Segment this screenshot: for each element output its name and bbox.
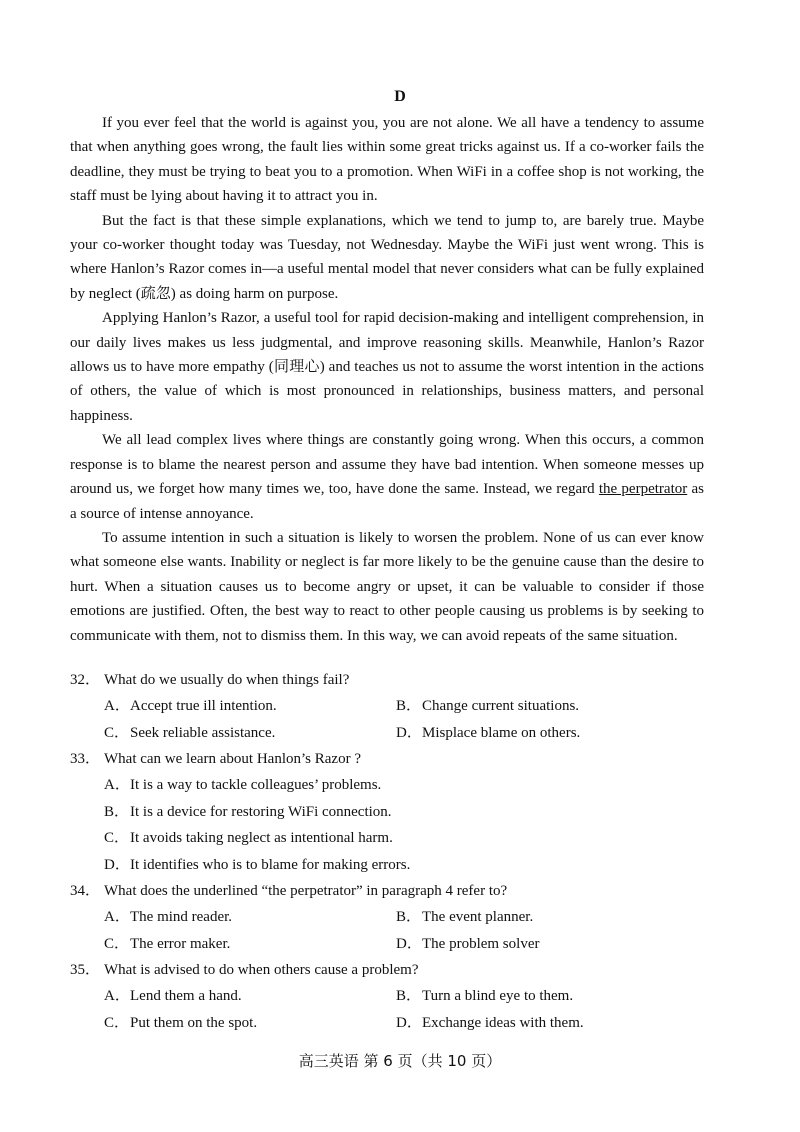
option-text: The event planner. (422, 909, 534, 925)
option-text: It is a device for restoring WiFi connection. (130, 803, 392, 820)
option-letter: C． (104, 935, 130, 952)
paragraph-5: To assume intention in such a situation is likely to worsen the problem. None of us can ever know what someone else wants. Inability or neglect is far more likely to be the genuine cause than the desire to hurt. When a situation causes us to become angry or upset, it can be valuable to consider if those emotions are justified. Often, the best way to react to other people causing us problems is by seeking to communicate with them, not to dismiss them. In this way, we can avoid repeats of the same situation. (70, 529, 704, 644)
option-letter: D． (104, 856, 130, 873)
question-number: 34． (70, 883, 101, 899)
option-c[interactable] (104, 1010, 396, 1037)
option-letter: A． (104, 988, 130, 1004)
option-a[interactable] (104, 904, 396, 931)
option-c[interactable] (70, 825, 704, 852)
option-c[interactable] (104, 720, 396, 747)
option-text: Put them on the spot. (130, 1014, 258, 1031)
paragraph-4-after: as a source of intense annoyance. (70, 481, 704, 522)
option-text: Lend them a hand. (130, 988, 242, 1004)
option-d[interactable] (70, 852, 704, 879)
option-b[interactable] (396, 983, 688, 1010)
option-text: Accept true ill intention. (130, 698, 277, 714)
question-34 (70, 878, 704, 957)
option-letter: A． (104, 698, 130, 714)
option-d[interactable] (396, 1010, 688, 1037)
option-letter: C． (104, 1014, 130, 1031)
option-letter: D． (396, 724, 422, 741)
question-stem (70, 878, 704, 904)
option-a[interactable] (70, 772, 704, 799)
option-c[interactable] (104, 931, 396, 958)
paragraph-4-before: We all lead complex lives where things are constantly going wrong. When this occurs, a common response is to blame the nearest person and assume they have bad intention. When someone messes up around us, we forget how many times we, too, have done the same. Instead, we regard (70, 432, 704, 498)
paragraph-1: If you ever feel that the world is against you, you are not alone. We all have a tendency to assume that when anything goes wrong, the fault lies within some great tricks against us. If a co-worker fails the deadline, they must be trying to beat you to a promotion. When WiFi in a coffee shop is not working, the staff must be lying about having it to attract you in. (70, 115, 704, 205)
question-stem (70, 746, 704, 772)
question-35 (70, 957, 704, 1036)
question-list (70, 667, 704, 1036)
option-letter: B． (396, 698, 422, 714)
option-b[interactable] (70, 799, 704, 826)
paragraph-3: Applying Hanlon’s Razor, a useful tool for rapid decision-making and intelligent comprehension, in our daily lives makes us less judgmental, and improve reasoning skills. Meanwhile, Hanlon’s Razor allows us to have more empathy (同理心) and teaches us not to assume the worst intention in the actions of others, the value of which is most pronounced in relationships, business matters, and personal happiness. (70, 310, 704, 424)
option-text: Turn a blind eye to them. (422, 988, 574, 1004)
option-text: Seek reliable assistance. (130, 724, 276, 741)
option-d[interactable] (396, 720, 688, 747)
underlined-phrase: the perpetrator (598, 481, 688, 498)
option-letter: A． (104, 909, 130, 925)
question-text: What is advised to do when others cause a problem? (104, 962, 419, 978)
option-text: The mind reader. (130, 909, 233, 925)
option-letter: A． (104, 777, 130, 793)
option-text: It is a way to tackle colleagues’ problems. (130, 777, 382, 793)
option-text: The error maker. (130, 935, 231, 952)
option-letter: D． (396, 1014, 422, 1031)
paragraph-2: But the fact is that these simple explanations, which we tend to jump to, are barely true. Maybe your co-worker thought today was Tuesday, not Wednesday. Maybe the WiFi just went wrong. This is where Hanlon’s Razor comes in—a useful mental model that never considers what can be fully explained by neglect (疏忽) as doing harm on purpose. (70, 212, 704, 302)
option-a[interactable] (104, 693, 396, 720)
option-letter: C． (104, 830, 130, 846)
question-number: 32． (70, 672, 101, 688)
option-text: It avoids taking neglect as intentional harm. (130, 830, 393, 846)
question-number: 35． (70, 962, 101, 978)
question-stem (70, 957, 704, 983)
question-33 (70, 746, 704, 878)
option-text: Misplace blame on others. (422, 724, 581, 741)
page-footer: 高三英语 第 6 页（共 10 页） (298, 1052, 502, 1070)
paragraph-4 (70, 428, 704, 526)
option-text: The problem solver (422, 935, 540, 952)
option-b[interactable] (396, 693, 688, 720)
option-letter: B． (396, 988, 422, 1004)
question-32 (70, 667, 704, 746)
option-b[interactable] (396, 904, 688, 931)
option-letter: B． (396, 909, 422, 925)
option-letter: C． (104, 724, 130, 741)
option-text: It identifies who is to blame for making errors. (130, 856, 411, 873)
question-text: What do we usually do when things fail? (104, 672, 350, 688)
reading-passage (70, 111, 704, 648)
option-a[interactable] (104, 983, 396, 1010)
option-d[interactable] (396, 931, 688, 958)
question-stem (70, 667, 704, 693)
option-letter: B． (104, 803, 130, 820)
question-text: What does the underlined “the perpetrator” in paragraph 4 refer to? (104, 883, 508, 899)
option-letter: D． (396, 935, 422, 952)
question-number: 33． (70, 751, 101, 767)
question-text: What can we learn about Hanlon’s Razor ? (104, 751, 361, 767)
section-title: D (394, 88, 406, 105)
option-text: Exchange ideas with them. (422, 1014, 584, 1031)
option-text: Change current situations. (422, 698, 580, 714)
